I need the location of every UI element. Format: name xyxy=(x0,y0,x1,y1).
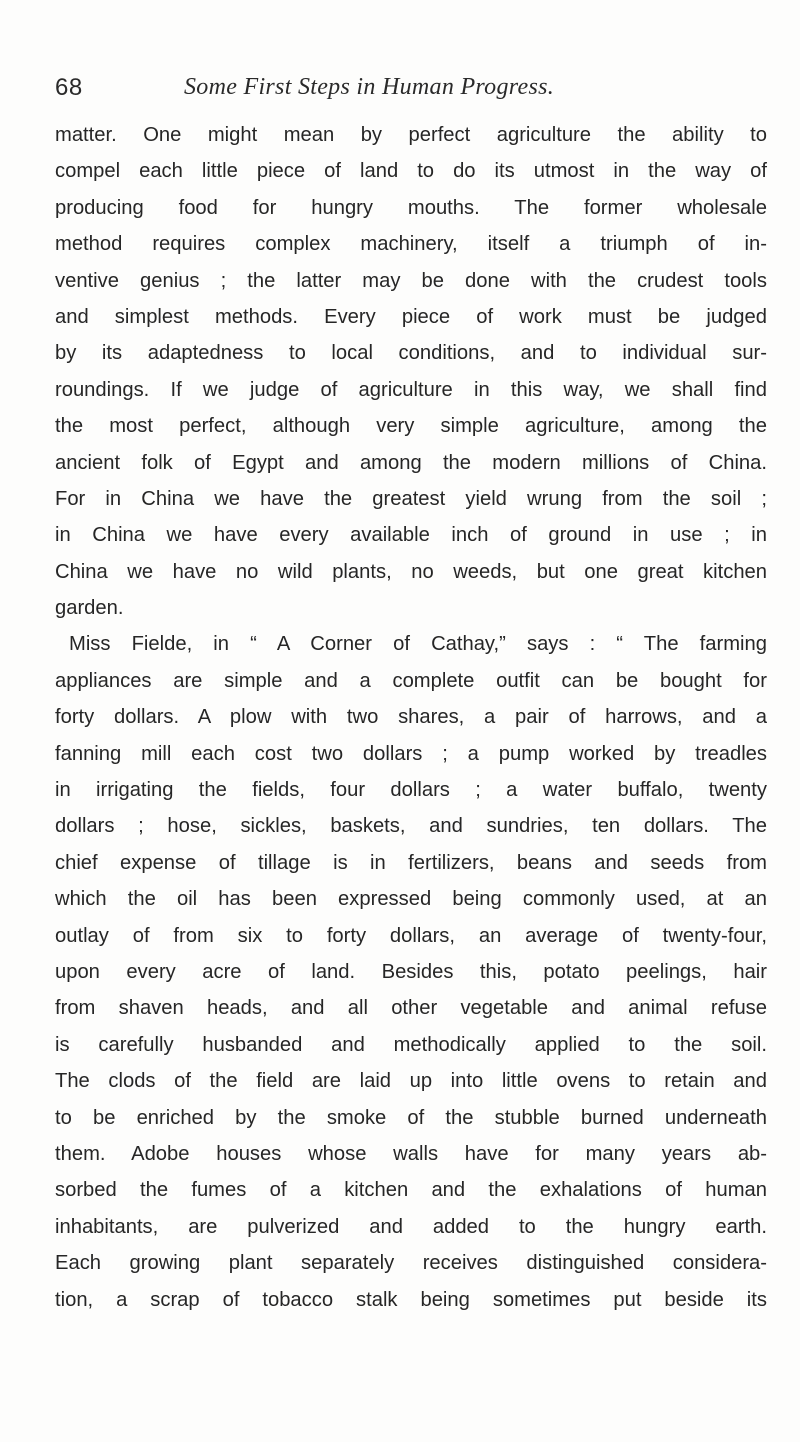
text-line: in irrigating the fields, four dollars ; a water buffalo, twenty xyxy=(55,779,767,802)
text-line: appliances are simple and a complete outfit can be bought for xyxy=(55,669,767,692)
text-line: from shaven heads, and all other vegetable and animal refuse xyxy=(55,997,767,1020)
body-text xyxy=(55,117,767,1318)
text-line: in China we have every available inch of ground in use ; in xyxy=(55,524,767,547)
text-line: and simplest methods. Every piece of work must be judged xyxy=(55,305,767,328)
text-line: The clods of the field are laid up into little ovens to retain and xyxy=(55,1070,767,1093)
text-line: roundings. If we judge of agriculture in this way, we shall find xyxy=(55,378,767,401)
text-line: tion, a scrap of tobacco stalk being sometimes put beside its xyxy=(55,1288,767,1311)
text-line: fanning mill each cost two dollars ; a pump worked by treadles xyxy=(55,742,767,765)
text-line: inhabitants, are pulverized and added to the hungry earth. xyxy=(55,1215,767,1238)
text-line: the most perfect, although very simple agriculture, among the xyxy=(55,415,767,438)
text-line: Each growing plant separately receives distinguished considera- xyxy=(55,1252,767,1275)
running-title: Some First Steps in Human Progress. xyxy=(184,74,555,100)
text-line: matter. One might mean by perfect agriculture the ability to xyxy=(55,124,767,146)
text-line: For in China we have the greatest yield wrung from the soil ; xyxy=(55,487,767,510)
text-line: producing food for hungry mouths. The former wholesale xyxy=(55,196,767,219)
text-line: is carefully husbanded and methodically applied to the soil. xyxy=(55,1033,767,1056)
text-line: method requires complex machinery, itself a triumph of in- xyxy=(55,233,767,256)
text-line-paragraph-end: garden. xyxy=(55,597,124,620)
text-line: sorbed the fumes of a kitchen and the exhalations of human xyxy=(55,1179,767,1202)
text-line: ventive genius ; the latter may be done with the crudest tools xyxy=(55,269,767,292)
text-line-paragraph-start: Miss Fielde, in “ A Corner of Cathay,” says : “ The farming xyxy=(69,633,767,656)
text-line: dollars ; hose, sickles, baskets, and sundries, ten dollars. The xyxy=(55,815,767,838)
text-line: China we have no wild plants, no weeds, but one great kitchen xyxy=(55,560,767,583)
text-line: upon every acre of land. Besides this, potato peelings, hair xyxy=(55,960,767,983)
page-header xyxy=(55,74,745,108)
text-line: them. Adobe houses whose walls have for many years ab- xyxy=(55,1142,767,1165)
text-line: chief expense of tillage is in fertilizers, beans and seeds from xyxy=(55,851,767,874)
text-line: forty dollars. A plow with two shares, a pair of harrows, and a xyxy=(55,706,767,729)
text-line: by its adaptedness to local conditions, and to individual sur- xyxy=(55,342,767,365)
text-line: compel each little piece of land to do its utmost in the way of xyxy=(55,160,767,183)
page-number: 68 xyxy=(55,74,83,101)
text-line: ancient folk of Egypt and among the modern millions of China. xyxy=(55,451,767,474)
text-line: outlay of from six to forty dollars, an average of twenty-four, xyxy=(55,924,767,947)
text-line: to be enriched by the smoke of the stubble burned underneath xyxy=(55,1106,767,1129)
text-line: which the oil has been expressed being commonly used, at an xyxy=(55,888,767,911)
